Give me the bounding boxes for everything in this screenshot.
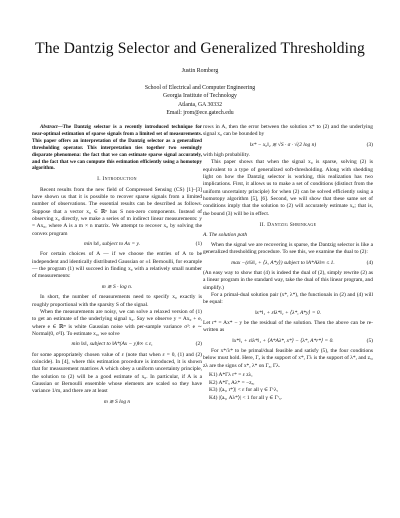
- paragraph: Let r* = Ax* − y be the residual of the solution. Then the above can be re-written as: [203, 319, 373, 334]
- condition-item: K2) A*Γₓ Aλ* = −zₓ,: [209, 379, 255, 386]
- right-column: [203, 124, 373, 402]
- equation-5: [203, 338, 373, 345]
- paragraph: When the signal we are recovering is sparse, the Dantzig selector is like a generalized thresholding procedure. To see this, we examine the dual to (2):: [203, 241, 373, 256]
- equation-number: (1): [195, 241, 202, 248]
- equation-body: min ‖x‖₁ subject to ‖A*(Ax − y)‖∞ ≤ ε,: [71, 341, 153, 348]
- paragraph: for some appropriately chosen value of ε (note that when ε = 0, (1) and (2) coincide). In [4], where this estimation procedure is introduced, it is shown that for measurement matrices A which obey a uniform uncertainty principle, the solution to (2) will be a good estimate of x₀. In particular, if A is a Gaussian or Bernoulli ensemble whose elements are scaled so they have variance 1/m, and there are at least: [32, 351, 202, 395]
- paragraph: This paper shows that when the signal x₀ is sparse, solving (2) is equivalent to a type of generalized soft-thresholding. Along with shedding light on how the Dantzig selector is working, this realization has two implications. First, it allows us to make a set of conditions (distinct from the uniform uncertainty principle) for when (2) can be solved efficiently using a homotopy algorithm [5], [6]. Second, we will show that these same set of conditions imply that the solution to (2) will accurately estimate x₀; that is, the bound (3) will be in effect.: [203, 159, 373, 217]
- author-email: Email: jrom@ece.gatech.edu: [166, 109, 234, 116]
- paragraph: For a primal-dual solution pair (x*, λ*), the functionals in (2) and (4) will be equal:: [203, 291, 373, 306]
- abstract-lead: Abstract: [40, 124, 58, 130]
- equation-measurements: [32, 284, 202, 291]
- equation-body: m ≳ S log n: [103, 398, 131, 405]
- kkt-conditions: [209, 372, 373, 402]
- equation-body: ‖x* − x₀‖₂ ≲ √S · σ · √(2 log n): [249, 141, 317, 148]
- equation-body: min ‖x‖₁ subject to Ax = y.: [83, 241, 141, 248]
- equation-3: [203, 142, 373, 149]
- paper-title: The Dantzig Selector and Generalized Thresholding: [35, 40, 365, 57]
- affiliation-line: Georgia Institute of Technology: [163, 93, 237, 100]
- condition-item: K4) |⟨aᵧ, Aλ*⟩| < 1 for all γ ∈ Γᶜₓ.: [209, 394, 283, 401]
- abstract: [32, 124, 202, 172]
- equation-number: (2): [195, 341, 202, 348]
- equation-functional: [203, 310, 373, 317]
- paragraph: with high probability.: [203, 152, 250, 159]
- equation-2: [32, 341, 202, 348]
- paragraph: (An easy way to show that (4) is indeed the dual of (2), simply rewrite (2) as a linear program in the standard way, take the dual of this linear program, and simplify.): [203, 269, 373, 291]
- section-heading-dantzig-shrinkage: II. Dantzig Shrinkage: [259, 222, 317, 229]
- equation-body: ‖x*‖₁ + ε‖λ*‖₁ + ⟨λ*, A*y⟩ = 0.: [255, 309, 321, 316]
- paragraph: Recent results from the new field of Compressed Sensing (CS) [1]–[3] have shown us that it is possible to recover sparse signals from a limited number of observations. The essential results can be described as follows. Suppose that a vector x₀ ∈ ℝⁿ has S non-zero components. Instead of observing x₀ directly, we make a series of m indirect linear measurements: y = Ax₀, where A is a m × n matrix. We attempt to recover x₀ by solving the convex program: [32, 186, 202, 237]
- paragraph: rows in A, then the error between the solution x* to (2) and the underlying signal x₀ can be bounded by: [203, 124, 373, 138]
- paragraph: When the measurements are noisy, we can solve a relaxed version of (1) to get an estimate of the underlying signal x₀. Say we observe y = Ax₀ + e, where e ∈ ℝᵐ is white Gaussian noise with per-sample variance σ²: e ∼ Normal(0, σ²I). To estimate x₀, we solve: [32, 308, 202, 337]
- affiliation-line: Atlanta, GA 30332: [178, 101, 222, 108]
- equation-4: [203, 260, 373, 267]
- paragraph: In short, the number of measurements need to specify x₀ exactly is roughly proportional with the sparsity S of the signal.: [32, 294, 202, 308]
- condition-item: K1) A*Γλ r* = ε zλ,: [209, 371, 253, 378]
- author-name: Justin Romberg: [181, 68, 219, 74]
- abstract-text: —The Dantzig selector is a recently introduced technique for near-optimal estimation of sparse signals from a limited set of measurements. This paper offers an interpretation of the Dantzig selector as a generalized thresholding operator. This interpretation ties together two seemingly disparate phenomena: the fact that we can estimate sparse signal accurately, and the fact that we can compute this estimation efficiently using a homotopy algorithm.: [32, 124, 202, 172]
- equation-rows: [32, 399, 202, 406]
- author-block: [0, 67, 400, 117]
- left-column: [32, 124, 202, 409]
- paragraph: For certain choices of A — if we choose the entries of A to be independent and identically distributed Gaussian or ±1 Bernoulli, for example — the program (1) will succeed in finding x₀ with a relatively small number of measurements:: [32, 251, 202, 280]
- condition-item: K3) |⟨aᵧ, r*⟩| < ε for all γ ∈ Γᶜλ,: [209, 387, 278, 394]
- paragraph: For x*/λ* to be primal/dual feasible and satisfy (5), the four conditions below must hold. Here, Γₓ is the support of x*, Γλ is the support of λ*, and zₓ, zλ are the signs of x*, λ* on Γₓ, Γλ.: [203, 347, 373, 369]
- affiliation-line: School of Electrical and Computer Engineering: [144, 85, 256, 92]
- equation-body: max −(ε‖λ‖₁ + ⟨λ, A*y⟩) subject to ‖A*Aλ‖∞ ≤ 1.: [231, 259, 335, 266]
- equation-number: (3): [366, 141, 373, 148]
- equation-number: (4): [366, 259, 373, 266]
- equation-1: [32, 241, 202, 248]
- equation-body: ‖x*‖₁ + ε‖λ*‖₁ + ⟨A*Aλ*, x*⟩ − ⟨λ*, A*r*⟩ = 0.: [232, 337, 334, 344]
- equation-number: (5): [366, 337, 373, 344]
- equation-body: m ≳ S · log n.: [101, 283, 133, 290]
- section-heading-introduction: I. Introduction: [97, 176, 137, 183]
- subsection-heading: A. The solution path: [203, 232, 248, 239]
